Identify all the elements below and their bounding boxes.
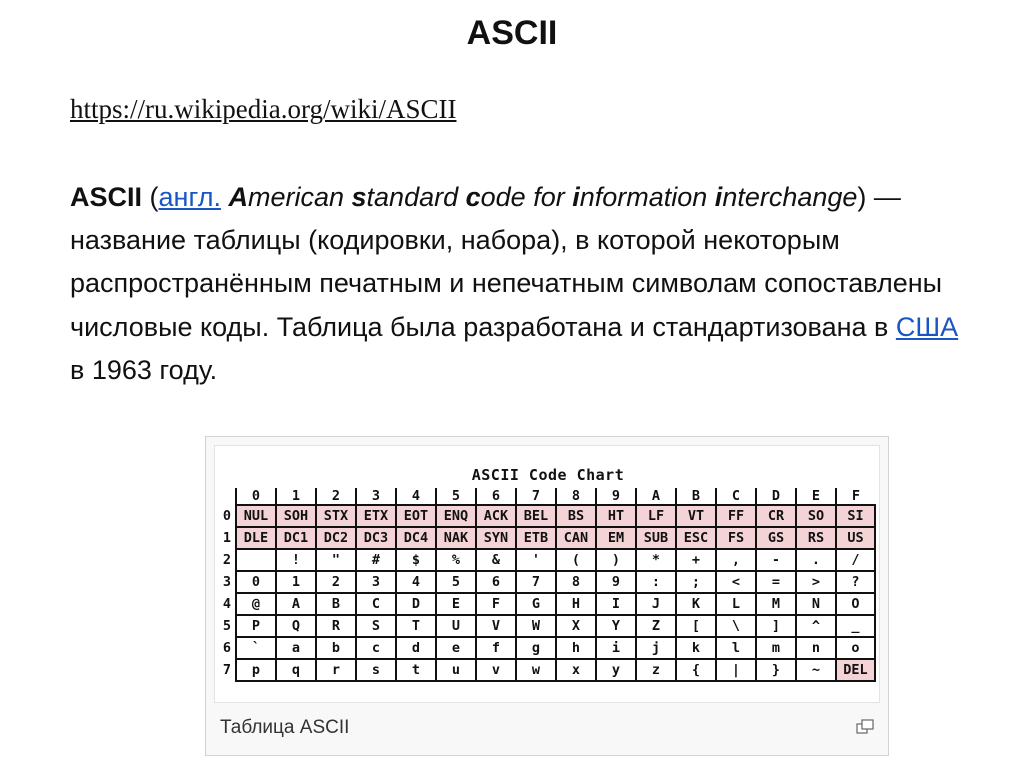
ascii-cell: f [476,637,516,659]
ascii-cell: ETX [356,505,396,527]
ascii-cell: [ [676,615,716,637]
ascii-cell: HT [596,505,636,527]
ascii-cell: DC3 [356,527,396,549]
ascii-cell: J [636,593,676,615]
table-row [219,659,875,681]
ascii-cell: V [476,615,516,637]
ascii-cell: CAN [556,527,596,549]
ascii-cell: ( [556,549,596,571]
row-header: 2 [222,552,232,568]
ascii-cell: | [716,659,756,681]
ascii-cell: y [596,659,636,681]
ascii-cell: O [836,593,875,615]
ascii-cell: Z [636,615,676,637]
ascii-cell: ; [676,571,716,593]
ascii-cell: 4 [396,571,436,593]
ascii-cell: } [756,659,796,681]
ascii-cell: 5 [436,571,476,593]
ascii-cell: i [596,637,636,659]
ascii-cell: a [276,637,316,659]
text-span: nterchange [722,182,858,212]
column-header: 7 [516,488,556,505]
ascii-cell: U [436,615,476,637]
emph-letter: A [228,182,248,212]
row-header: 7 [222,662,232,678]
column-header: 3 [356,488,396,505]
table-row [219,527,875,549]
emph-letter: i [714,182,723,212]
row-header: 1 [222,530,232,546]
ascii-cell: GS [756,527,796,549]
ascii-cell: NAK [436,527,476,549]
ascii-cell: ? [836,571,875,593]
ascii-cell: 3 [356,571,396,593]
ascii-cell: SYN [476,527,516,549]
figure-caption: Таблица ASCII [220,717,350,738]
emph-letter: c [465,182,481,212]
ascii-figure [205,436,889,756]
ascii-cell: STX [316,505,356,527]
ascii-cell: BEL [516,505,556,527]
column-header: F [836,488,875,505]
column-header: 6 [476,488,516,505]
ascii-cell: p [236,659,276,681]
text-span: merican [247,182,352,212]
ascii-cell: t [396,659,436,681]
ascii-cell: CR [756,505,796,527]
ascii-cell: EM [596,527,636,549]
column-header: B [676,488,716,505]
ascii-cell: DC4 [396,527,436,549]
ascii-cell: ! [276,549,316,571]
ascii-cell: = [756,571,796,593]
ascii-cell: l [716,637,756,659]
ascii-cell: { [676,659,716,681]
lang-link[interactable]: англ. [158,182,221,212]
ascii-cell: o [836,637,875,659]
ascii-cell: B [316,593,356,615]
column-header: 0 [236,488,276,505]
table-row [219,593,875,615]
row-header: 4 [222,596,232,612]
row-header: 6 [222,640,232,656]
ascii-table [219,488,876,682]
ascii-cell: j [636,637,676,659]
ascii-cell: * [636,549,676,571]
description-paragraph [70,176,970,392]
ascii-cell: BS [556,505,596,527]
ascii-cell: g [516,637,556,659]
column-header: 9 [596,488,636,505]
ascii-cell: S [356,615,396,637]
ascii-cell: US [836,527,875,549]
ascii-cell: N [796,593,836,615]
ascii-cell: DC1 [276,527,316,549]
ascii-cell [236,549,276,571]
ascii-cell: Q [276,615,316,637]
ascii-cell: SOH [276,505,316,527]
text-span: nformation [579,182,715,212]
ascii-cell: 8 [556,571,596,593]
ascii-cell: A [276,593,316,615]
ascii-cell: EOT [396,505,436,527]
ascii-cell: VT [676,505,716,527]
ascii-cell: s [356,659,396,681]
column-header: 2 [316,488,356,505]
chart-title: ASCII Code Chart [471,466,625,484]
ascii-cell: E [436,593,476,615]
ascii-cell: ` [236,637,276,659]
ascii-cell: RS [796,527,836,549]
ascii-cell: , [716,549,756,571]
ascii-cell: % [436,549,476,571]
ascii-cell: L [716,593,756,615]
ascii-cell: M [756,593,796,615]
ascii-cell: x [556,659,596,681]
column-header: 5 [436,488,476,505]
ascii-cell: + [676,549,716,571]
ascii-cell: SI [836,505,875,527]
row-header: 0 [222,508,232,524]
ascii-cell: ENQ [436,505,476,527]
ascii-cell: W [516,615,556,637]
ascii-cell: h [556,637,596,659]
ascii-cell: I [596,593,636,615]
ascii-cell: LF [636,505,676,527]
column-header: 1 [276,488,316,505]
ascii-cell: T [396,615,436,637]
corner-cell [219,488,236,505]
column-header: 4 [396,488,436,505]
emph-letter: i [572,182,580,212]
text-span: tandard [366,182,466,212]
ascii-cell: > [796,571,836,593]
ascii-cell: < [716,571,756,593]
text-span: ) — название таблицы (кодировки, набора), в которой некоторым распространённым печатным и непечатным символам сопоставлены числовые коды. Таблица была разработана и стандартизована в [70,182,943,342]
ascii-cell: ' [516,549,556,571]
ascii-cell: e [436,637,476,659]
ascii-cell: C [356,593,396,615]
ascii-cell: $ [396,549,436,571]
column-header: D [756,488,796,505]
ascii-cell: X [556,615,596,637]
ascii-cell: D [396,593,436,615]
emph-letter: s [351,182,367,212]
table-row [219,505,875,527]
ascii-cell: m [756,637,796,659]
ascii-cell: P [236,615,276,637]
ascii-cell: SO [796,505,836,527]
ascii-cell: @ [236,593,276,615]
ascii-cell: z [636,659,676,681]
ascii-cell: ESC [676,527,716,549]
ascii-cell: & [476,549,516,571]
text-span: ( [142,182,159,212]
row-header: 5 [222,618,232,634]
ascii-cell: ] [756,615,796,637]
ascii-cell: 6 [476,571,516,593]
ascii-cell: NUL [236,505,276,527]
ascii-cell: F [476,593,516,615]
ascii-cell: q [276,659,316,681]
expansion-text [228,182,857,212]
ascii-cell: # [356,549,396,571]
ascii-cell: H [556,593,596,615]
ascii-cell: R [316,615,356,637]
ascii-cell: w [516,659,556,681]
ascii-cell: DC2 [316,527,356,549]
column-header: A [636,488,676,505]
ascii-cell: 9 [596,571,636,593]
ascii-cell: r [316,659,356,681]
table-row [219,549,875,571]
ascii-cell: ETB [516,527,556,549]
ascii-cell: _ [836,615,875,637]
ascii-cell: n [796,637,836,659]
table-row [219,571,875,593]
ascii-cell: 2 [316,571,356,593]
ascii-cell: : [636,571,676,593]
ascii-cell: u [436,659,476,681]
ascii-cell: b [316,637,356,659]
ascii-cell: ^ [796,615,836,637]
ascii-cell: ) [596,549,636,571]
ascii-cell: DEL [836,659,875,681]
ascii-chart-image[interactable] [214,445,880,703]
usa-link[interactable]: США [895,311,959,342]
ascii-cell: 0 [236,571,276,593]
table-row [219,637,875,659]
ascii-cell: FF [716,505,756,527]
enlarge-icon[interactable] [856,719,874,735]
row-header: 3 [222,574,232,590]
ascii-cell: K [676,593,716,615]
ascii-cell: \ [716,615,756,637]
term-ascii: ASCII [70,182,143,212]
ascii-cell: v [476,659,516,681]
column-header: 8 [556,488,596,505]
table-row [219,615,875,637]
text-span: ode for [480,182,573,212]
column-header: E [796,488,836,505]
ascii-cell: d [396,637,436,659]
ascii-cell: c [356,637,396,659]
ascii-cell: Y [596,615,636,637]
ascii-cell: ~ [796,659,836,681]
ascii-cell: 7 [516,571,556,593]
ascii-cell: FS [716,527,756,549]
ascii-cell: SUB [636,527,676,549]
ascii-cell: - [756,549,796,571]
ascii-cell: G [516,593,556,615]
wikipedia-link[interactable]: https://ru.wikipedia.org/wiki/ASCII [70,94,457,124]
text-span: в 1963 году. [70,354,218,385]
ascii-cell: DLE [236,527,276,549]
column-header: C [716,488,756,505]
ascii-cell: ACK [476,505,516,527]
ascii-cell: 1 [276,571,316,593]
ascii-cell: k [676,637,716,659]
ascii-cell: / [836,549,875,571]
ascii-cell: " [316,549,356,571]
ascii-cell: . [796,549,836,571]
slide-title: ASCII [466,14,558,52]
